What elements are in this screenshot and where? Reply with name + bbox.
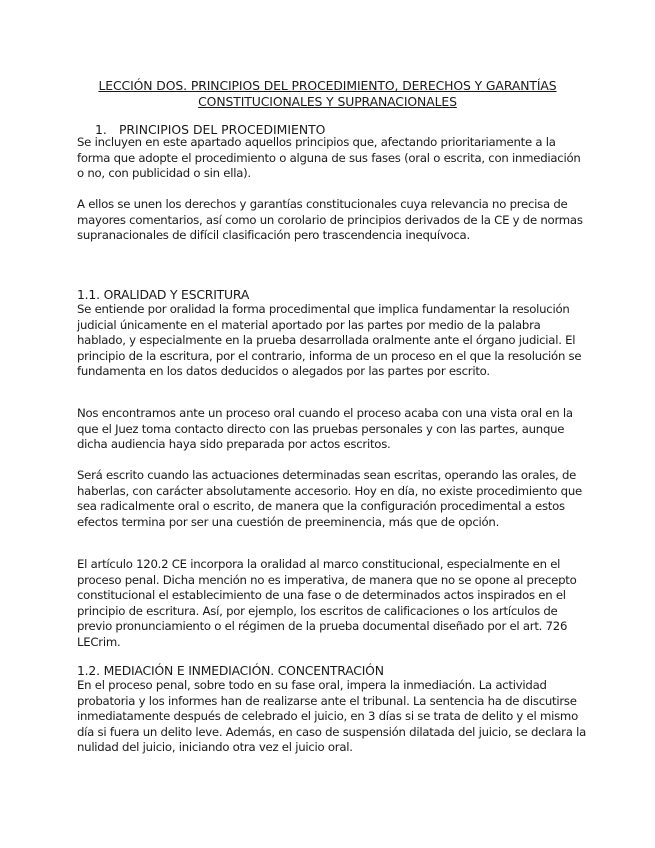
section-1-2-paragraph-1: En el proceso penal, sobre todo en su fase oral, impera la inmediación. La actividad probatoria y los informes han de realizarse ante el tribunal. La sentencia ha de discutirse inmediatamente después de celebrado el juicio, en 3 días si se trata de delito y el mismo día si fuera un delito leve. Además, en caso de suspensión dilatada del juicio, se declara la nulidad del juicio, iniciando otra vez el juicio oral.: [77, 678, 587, 754]
lesson-title: [0, 78, 655, 109]
section-1-1-paragraph-1: Se entiende por oralidad la forma procedimental que implica fundamentar la resolución judicial únicamente en el material aportado por las partes por medio de la palabra hablado, y especialmente en la prueba desarrollada oralmente ante el órgano judicial. El principio de la escritura, por el contrario, informa de un proceso en el que la resolución se fundamenta en los datos deducidos o alegados por las partes por escrito.: [77, 302, 582, 378]
section-1-paragraph-1: Se incluyen en este apartado aquellos principios que, afectando prioritariamente a la forma que adopte el procedimiento o alguna de sus fases (oral o escrita, con inmediación o no, con publicidad o sin ella).: [77, 135, 581, 180]
section-1-number: 1.: [95, 122, 107, 137]
section-1-2-heading: 1.2. MEDIACIÓN E INMEDIACIÓN. CONCENTRACIÓN: [77, 663, 384, 678]
section-1-1-paragraph-3: Será escrito cuando las actuaciones determinadas sean escritas, operando las orales, de haberlas, con carácter absolutamente accesorio. Hoy en día, no existe procedimiento que sea radicalmente oral o escrito, de manera que la configuración procedimental a estos efectos termina por ser una cuestión de preeminencia, más que de opción.: [77, 468, 582, 529]
section-1-heading-text: PRINCIPIOS DEL PROCEDIMIENTO: [118, 122, 326, 137]
lesson-title-line-2: CONSTITUCIONALES Y SUPRANACIONALES: [198, 93, 457, 109]
section-1-1-paragraph-2: Nos encontramos ante un proceso oral cuando el proceso acaba con una vista oral en la que el Juez toma contacto directo con las pruebas personales y con las partes, aunque dicha audiencia haya sido preparada por actos escritos.: [77, 406, 573, 451]
section-1-1-paragraph-4: El artículo 120.2 CE incorpora la oralidad al marco constitucional, especialmente en el proceso penal. Dicha mención no es imperativa, de manera que no se opone al precepto constitucional el establecimiento de una fase o de determinados actos inspirados en el principio de escritura. Así, por ejemplo, los escritos de calificaciones o los artículos de previo pronunciamiento o el régimen de la prueba documental diseñado por el art. 726 LECrim.: [77, 557, 577, 649]
section-1-1-heading: 1.1. ORALIDAD Y ESCRITURA: [77, 287, 250, 302]
lesson-title-line-1: LECCIÓN DOS. PRINCIPIOS DEL PROCEDIMIENTO, DERECHOS Y GARANTÍAS: [98, 78, 557, 93]
section-1-paragraph-2: A ellos se unen los derechos y garantías constitucionales cuya relevancia no precisa de mayores comentarios, así como un corolario de principios derivados de la CE y de normas supranacionales de difícil clasificación pero trascendencia inequívoca.: [77, 197, 583, 242]
